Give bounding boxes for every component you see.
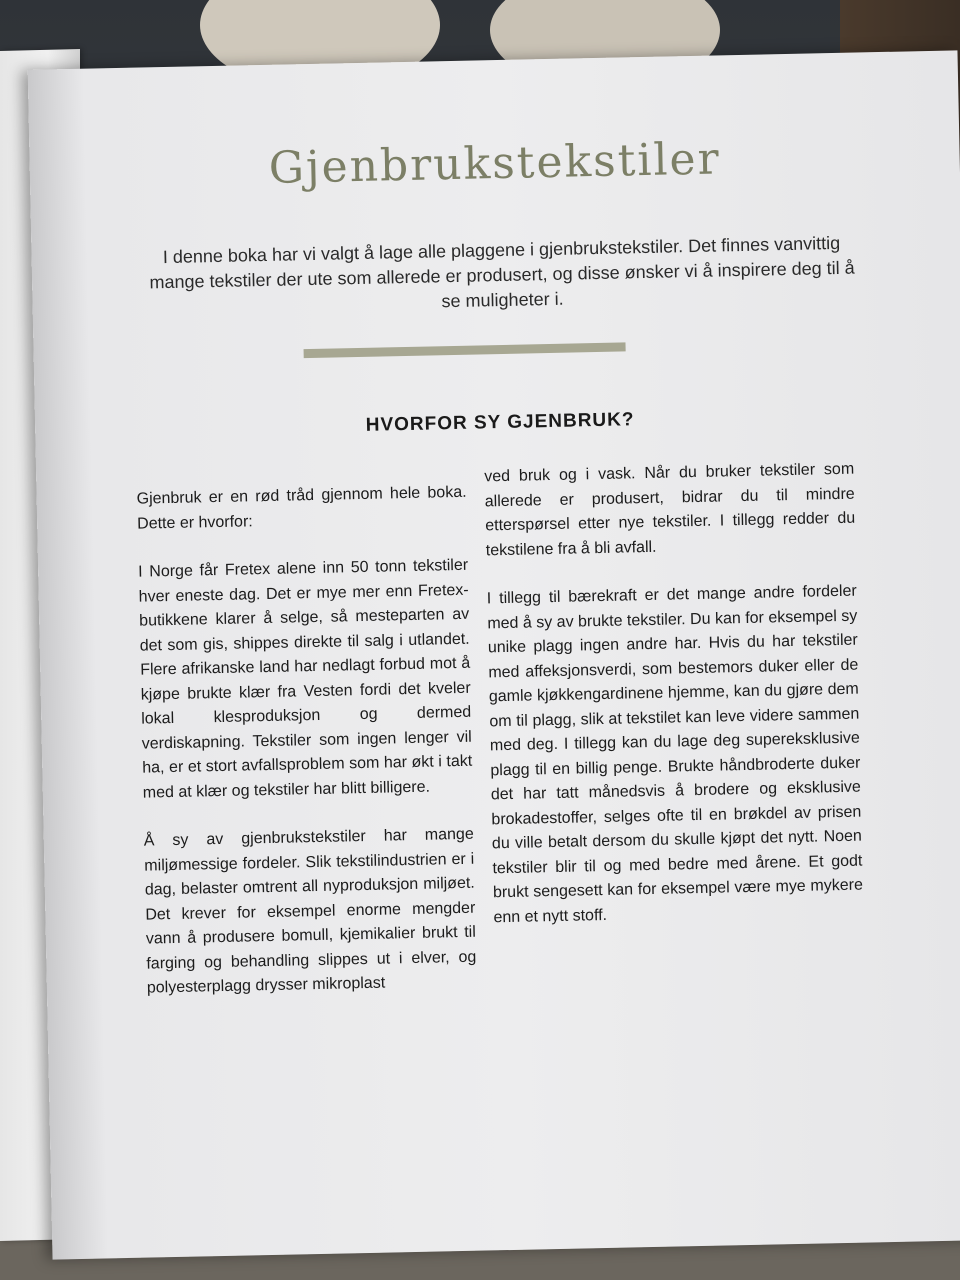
paragraph: Å sy av gjenbrukstekstiler har mange miljømessige fordeler. Slik tekstilindustrien er i dag, belaster omtrent all nyproduksjon miljøet. Det krever for eksempel enorme mengder vann å produsere bomull, kjemikalier brukt til farging og behandling slippes ut i elver, og polyesterplagg drysser mikroplast (143, 825, 477, 997)
right-column (484, 458, 864, 955)
decorative-rule (304, 342, 626, 358)
intro-paragraph: I denne boka har vi valgt å lage alle plaggene i gjenbrukstekstiler. Det finnes vanvittig mange tekstiler der ute som allerede er produsert, og disse ønsker vi å inspirere deg til å se muligheter i. (149, 232, 855, 312)
section-heading: HVORFOR SY GJENBRUK? (365, 409, 635, 436)
paragraph: ved bruk og i vask. Når du bruker tekstiler som allerede er produsert, bidrar du til mindre etterspørsel etter nye tekstiler. I tillegg redder du tekstilene fra å bli avfall. (484, 460, 856, 559)
paragraph: I tillegg til bærekraft er det mange andre fordeler med å sy av brukte tekstiler. Du kan for eksempel sy unike plagg ingen andre har. Hvis du har tekstiler med affeksjonsverdi, som bestemors duker eller de gamle kjøkkengardinene hjemme, kan du gjøre dem om til plagg, slik at tekstilet kan leve videre sammen med deg. I tillegg kan du lage deg supereksklusive plagg til en billig penge. Brukte håndbroderte duker det har tatt månedsvis å brodere og eksklusive brokadestoffer, selges ofte til en brøkdel av prisen du ville betalt dersom du skulle kjøpt det nytt. Noen tekstiler blir til og med bedre med årene. Et godt brukt sengesett kan for eksempel være mye mykere enn et nytt stoff. (486, 582, 864, 926)
page-content (98, 52, 913, 1258)
page-title: Gjenbrukstekstiler (268, 133, 722, 194)
book-page (28, 50, 960, 1259)
paragraph: Gjenbruk er en rød tråd gjennom hele boka. Dette er hvorfor: (136, 483, 467, 533)
left-column (136, 481, 477, 1025)
paragraph: I Norge får Fretex alene inn 50 tonn tekstiler hver eneste dag. Det er mye mer enn Fretex-butikkene klarer å selge, så mesteparten av det som gis, shippes direkte til salg i utlandet. Flere afrikanske land har nedlagt forbud mot å kjøpe brukte klær fra Vesten fordi det kveler lokal klesproduksjon og dermed verdiskapning. Tekstiler som ingen lenger vil ha, er et stort avfallsproblem som har økt i takt med at klær og tekstiler har blitt billigere. (138, 556, 473, 802)
